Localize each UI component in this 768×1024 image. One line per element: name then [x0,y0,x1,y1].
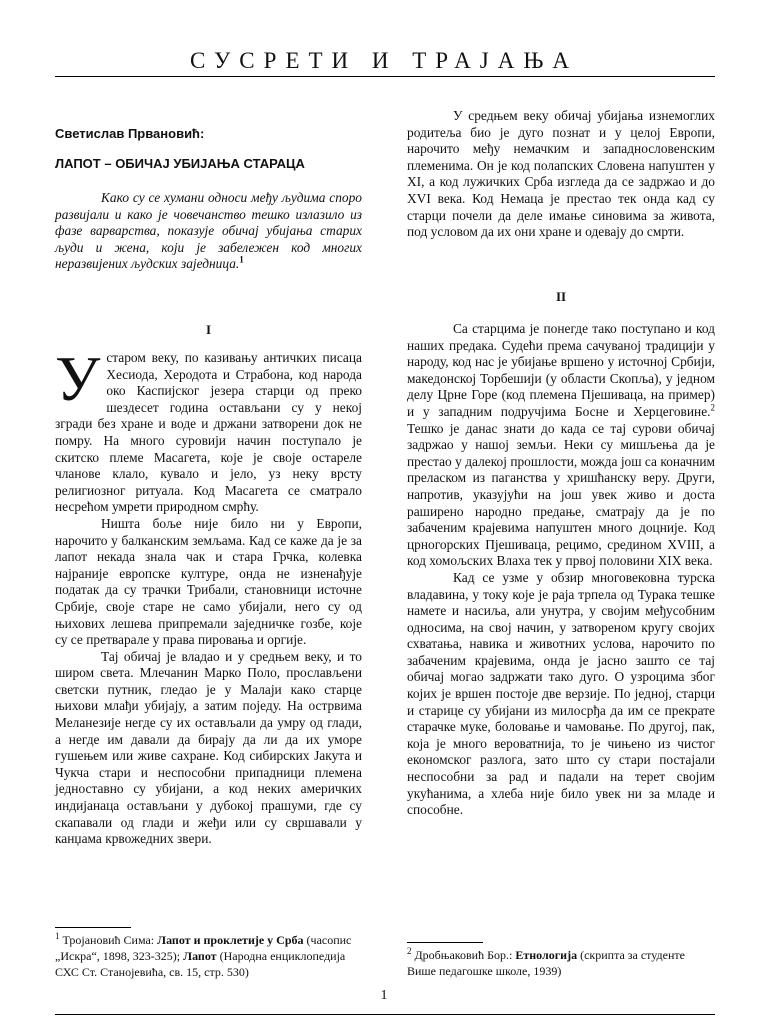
paragraph [55,343,362,516]
section-heading-2: II [555,289,567,304]
footnote-rule-right [407,942,483,943]
footnote-rule-left [55,927,131,928]
article-abstract [55,190,362,273]
abstract-text: Како су се хумани односи међу људима споро развијали и како је човечанство тешко излазило из фазе варварства, показује обичај убијања старих људи и жена, који је забележен код многих неразвијених људских заједница. [55,190,362,272]
paragraph-text: старом веку, по казивању античких писаца Хесиода, Херодота и Страбона, код народа око Каспијског језера старци од преко шездесет година остављани су у некој згради без хране и воде и држани затворени док не помру. На много суровији начин поступало је скитско племе Масагета, које је своје остареле чланове клало, кувало и јело, уз неку врсту религиозног ритуала. Код Масагета се сматрало несрећом умрети природном смрћу. [55,350,362,515]
footnote-1 [55,932,362,980]
footnote-ref-1: 1 [239,254,244,265]
paragraph: Кад се узме у обзир многовековна турска владавина, у току које је раја трпела од Турака тешке намете и насиља, али унутра, у својим међусобним односима, на свој начин, у затвореном кругу својих схватања, навика и животних услова, нарочито по забаченим крајевима, онда је јасно зашто се тај обичај могао задржати тако дуго. О узроцима због којих је вршен постоје две верзије. По једној, старци и старице су убијани из милосрђа да им се прекрате старачке муке, боловање и чамовање. По другој, пак, која је много вероватнија, то је чињено из чистог економског разлога, зато што су стари постајали неспособни за рад и падали на терет својим укућанима, а хлеба није било увек ни за младе и способне. [407,569,715,818]
header-rule [55,76,715,77]
drop-cap: У [55,343,101,414]
footnote-work-title: Лапот [183,949,217,963]
footnote-source: (скрипта за студенте Више педагошке школе, 1939) [407,948,685,978]
footnote-number: 2 [407,946,412,956]
paragraph: Ништа боље није било ни у Европи, нарочито у балканским земљама. Кад се каже да је за лапот некада знала чак и стара Грчка, колевка најраније европске културе, онда не изненађује податак да су трачки Трибали, становници источне Србије, своје старе не само убијали, него су од њихових лешева припремали заједничке гозбе, које су се претварале у права пировања и оргије. [55,515,362,648]
paragraph: У средњем веку обичај убијања изнемоглих родитеља био је дуго познат и у целој Европи, нарочито међу немачким и западнословенским племенима. Он је код полапских Словена напуштен у XI, а код лужичких Срба изгледа да се задржао и до XVI века. Код Немаца је престао тек онда кад су старци почели да деле имање синовима за живота, под условом да их они хране и одевају до смрти. [407,108,715,240]
paragraph-text: Тешко је данас знати до када се тај сурови обичај задржао у нашој земљи. Неки су мишљења да је престао у далекој прошлости, можда још са коначним преласком из паганства у хришћанску веру. Други, напротив, указујући на још увек живо и доста раширено народно предање, сматрају да је по забаченим крајевима напуштен много доцније. Код црногорских Пјешиваца, рецимо, средином XVIII, а код хомољских Влаха тек у првој половини XIX века. [407,420,715,569]
page-header-title: СУСРЕТИ И ТРАЈАЊА [189,48,578,73]
footnote-work-title: Етнологија [515,948,578,962]
paragraph: Тај обичај је владао и у средњем веку, и то широм света. Млечанин Марко Поло, прослављени светски путник, гледао је у Малаји како старце њихови млађи убијају, а затим поједу. На острвима Меланезије негде су их остављали да умру од глади, а негде им давали да бирају да ли да их уморе гушењем или живе сахране. Код сибирских Јакута и Чукча стари и неспособни припадници племена једноставно су убијани, а код неких америчких индијанаца остављани у дубокој прашуми, где су скапавали од глади и жеђи или су свршавали у канџама крвожедних звери. [55,648,362,847]
section-heading-1: I [205,322,212,337]
footnote-ref-2: 2 [710,402,715,413]
footer-rule [55,1014,715,1015]
article-author: Светислав Првановић: [55,126,205,141]
section-1-body [55,343,362,848]
footnote-source: (Народна енциклопедија СХС Ст. Станојевића, св. 15, стр. 530) [55,949,346,979]
footnote-author: Дробњаковић Бор.: [411,948,516,962]
article-title: ЛАПОТ – ОБИЧАЈ УБИЈАЊА СТАРАЦА [55,156,305,171]
paragraph [407,321,715,570]
paragraph-text: Са старцима је понегде тако поступано и код наших предака. Судећи према сачуваној традицији у народу, код нас је убијање вршено у источној Србији, македонској Торбешији (у области Скопља), у једном делу Црне Горе (код племена Пјешиваца, на пример) и у западним подручјима Босне и Херцеговине. [407,321,715,419]
section-2-body [407,321,715,819]
page-number: 1 [380,988,388,1003]
footnote-author: Тројановић Сима: [59,933,158,947]
footnote-source: (часопис „Искра“, 1898, 323-325); [55,933,352,963]
footnote-number: 1 [55,931,60,941]
footnote-work-title: Лапот и проклетије у Срба [157,933,304,947]
intro-right-body [407,108,715,241]
footnote-2 [407,947,715,979]
